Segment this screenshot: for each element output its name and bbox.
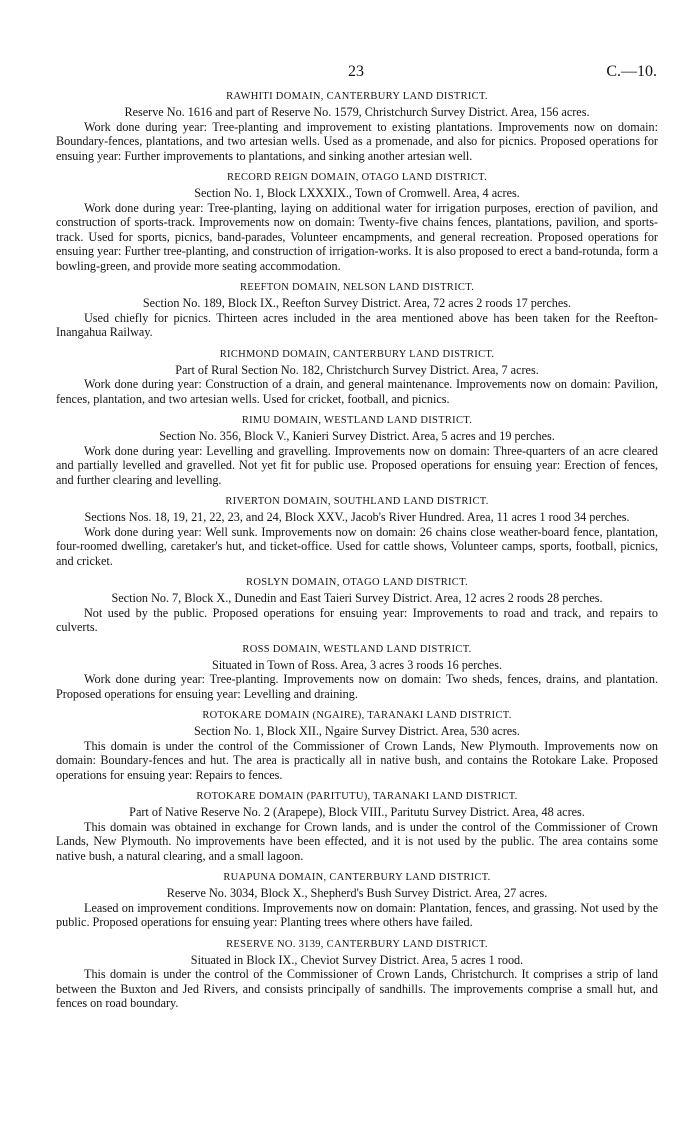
domain-section xyxy=(56,349,658,407)
domain-section xyxy=(56,496,658,568)
domain-section xyxy=(56,710,658,782)
section-title: RIMU DOMAIN, WESTLAND LAND DISTRICT. xyxy=(241,415,473,426)
section-location: Section No. 7, Block X., Dunedin and East Taieri Survey District. Area, 12 acres 2 roods 28 perches. xyxy=(111,591,603,605)
section-title: RICHMOND DOMAIN, CANTERBURY LAND DISTRICT. xyxy=(219,348,495,360)
section-paragraph: This domain is under the control of the Commissioner of Crown Lands, New Plymouth. Improvements now on domain: Boundary-fences and hut. The area is practically all in native bush, and contains the Rotokare Lake. Proposed operations for ensuing year: Repairs to fences. xyxy=(56,738,658,782)
domain-section xyxy=(56,282,658,340)
section-location: Section No. 1, Block LXXXIX., Town of Cromwell. Area, 4 acres. xyxy=(194,186,520,200)
domain-section xyxy=(56,91,658,163)
section-location: Sections Nos. 18, 19, 21, 22, 23, and 24, Block XXV., Jacob's River Hundred. Area, 11 acres 1 rood 34 perches. xyxy=(84,510,630,524)
domain-section xyxy=(56,577,658,635)
section-location: Reserve No. 1616 and part of Reserve No. 1579, Christchurch Survey District. Area, 156 acres. xyxy=(124,105,590,119)
section-title: ROTOKARE DOMAIN (NGAIRE), TARANAKI LAND DISTRICT. xyxy=(202,710,512,721)
domain-section xyxy=(56,939,658,1011)
domain-section xyxy=(56,644,658,702)
section-paragraph: Work done during year: Tree-planting and improvement to existing plantations. Improvements now on domain: Boundary-fences, plantations, and two artesian wells. Used as a promenade, and also for picnics. Proposed operations for ensuing year: Further improvements to plantations, and sinking another artesian well. xyxy=(56,119,658,163)
section-title: REEFTON DOMAIN, NELSON LAND DISTRICT. xyxy=(239,282,475,293)
section-location: Situated in Block IX., Cheviot Survey District. Area, 5 acres 1 rood. xyxy=(190,952,524,967)
section-title: ROSS DOMAIN, WESTLAND LAND DISTRICT. xyxy=(242,643,472,655)
section-location: Section No. 356, Block V., Kanieri Survey District. Area, 5 acres and 19 perches. xyxy=(159,429,555,443)
section-paragraph: Work done during year: Tree-planting, laying on additional water for irrigation purposes, erection of pavilion, and construction of sports-track. Improvements now on domain: Twenty-five chains fences, plantations, pavilion, and sports-track. Used for sports, picnics, band-parades, Volunteer encampments, and general recreation. Proposed operations for ensuing year: Further tree-planting, and construction of irrigation-works. It is also proposed to erect a band-rotunda, form a bowling-green, and provide more seating accommodation. xyxy=(56,200,658,273)
domain-section xyxy=(56,415,658,487)
section-paragraph: Work done during year: Tree-planting. Improvements now on domain: Two sheds, fences, drains, and plantation. Proposed operations for ensuing year: Levelling and draining. xyxy=(56,672,658,701)
section-location: Section No. 1, Block XII., Ngaire Survey District. Area, 530 acres. xyxy=(194,724,520,738)
section-paragraph: Not used by the public. Proposed operations for ensuing year: Improvements to road and track, and repairs to culverts. xyxy=(56,605,658,634)
section-paragraph: Work done during year: Levelling and gravelling. Improvements now on domain: Three-quarters of an acre cleared and partially levelled and gravelled. Not yet fit for public use. Proposed operations for ensuing year: Erection of fences, and further clearing and levelling. xyxy=(56,443,658,487)
section-title: RESERVE NO. 3139, CANTERBURY LAND DISTRICT. xyxy=(226,938,488,950)
section-location: Reserve No. 3034, Block X., Shepherd's Bush Survey District. Area, 27 acres. xyxy=(166,886,548,900)
section-paragraph: This domain was obtained in exchange for Crown lands, and is under the control of the Commissioner of Crown Lands, New Plymouth. No improvements have been effected, and it is not used by the public. The area contains some native bush, a natural clearing, and a small lagoon. xyxy=(56,819,658,863)
section-title: RIVERTON DOMAIN, SOUTHLAND LAND DISTRICT. xyxy=(225,496,489,507)
domain-section xyxy=(56,172,658,273)
section-location: Section No. 189, Block IX., Reefton Survey District. Area, 72 acres 2 roods 17 perches. xyxy=(142,296,572,310)
section-title: ROSLYN DOMAIN, OTAGO LAND DISTRICT. xyxy=(246,577,468,588)
domain-sections xyxy=(56,91,658,1011)
section-paragraph: This domain is under the control of the Commissioner of Crown Lands, Christchurch. It comprises a strip of land between the Buxton and Jed Rivers, and consists principally of sandhills. The improvements comprise a small hut, and fences on road boundary. xyxy=(56,967,658,1010)
section-title: ROTOKARE DOMAIN (PARITUTU), TARANAKI LAND DISTRICT. xyxy=(196,791,518,802)
section-title: RAWHITI DOMAIN, CANTERBURY LAND DISTRICT. xyxy=(226,91,488,102)
section-paragraph: Used chiefly for picnics. Thirteen acres included in the area mentioned above has been taken for the Reefton-Inangahua Railway. xyxy=(56,310,658,339)
section-paragraph: Work done during year: Construction of a drain, and general maintenance. Improvements now on domain: Pavilion, fences, plantation, and two artesian wells. Used for cricket, football, and picnics. xyxy=(56,377,658,406)
section-location: Situated in Town of Ross. Area, 3 acres 3 roods 16 perches. xyxy=(211,657,502,672)
domain-section xyxy=(56,791,658,863)
section-title: RECORD REIGN DOMAIN, OTAGO LAND DISTRICT. xyxy=(226,172,488,183)
section-title: RUAPUNA DOMAIN, CANTERBURY LAND DISTRICT. xyxy=(223,872,491,883)
section-paragraph: Work done during year: Well sunk. Improvements now on domain: 26 chains close weather-board fence, plantation, four-roomed dwelling, caretaker's hut, and ticket-office. Used for cattle shows, Volunteer camps, sports, football, picnics, and cricket. xyxy=(56,524,658,568)
page-number: 23 xyxy=(348,63,364,80)
domain-section xyxy=(56,872,658,930)
section-paragraph: Leased on improvement conditions. Improvements now on domain: Plantation, fences, and grassing. Not used by the public. Proposed operations for ensuing year: Planting trees where others have failed. xyxy=(56,900,658,929)
page-header xyxy=(56,63,658,91)
document-code: C.—10. xyxy=(606,63,657,80)
section-location: Part of Native Reserve No. 2 (Arapepe), Block VIII., Paritutu Survey District. Area, 48 acres. xyxy=(129,805,585,819)
section-location: Part of Rural Section No. 182, Christchurch Survey District. Area, 7 acres. xyxy=(175,362,539,377)
